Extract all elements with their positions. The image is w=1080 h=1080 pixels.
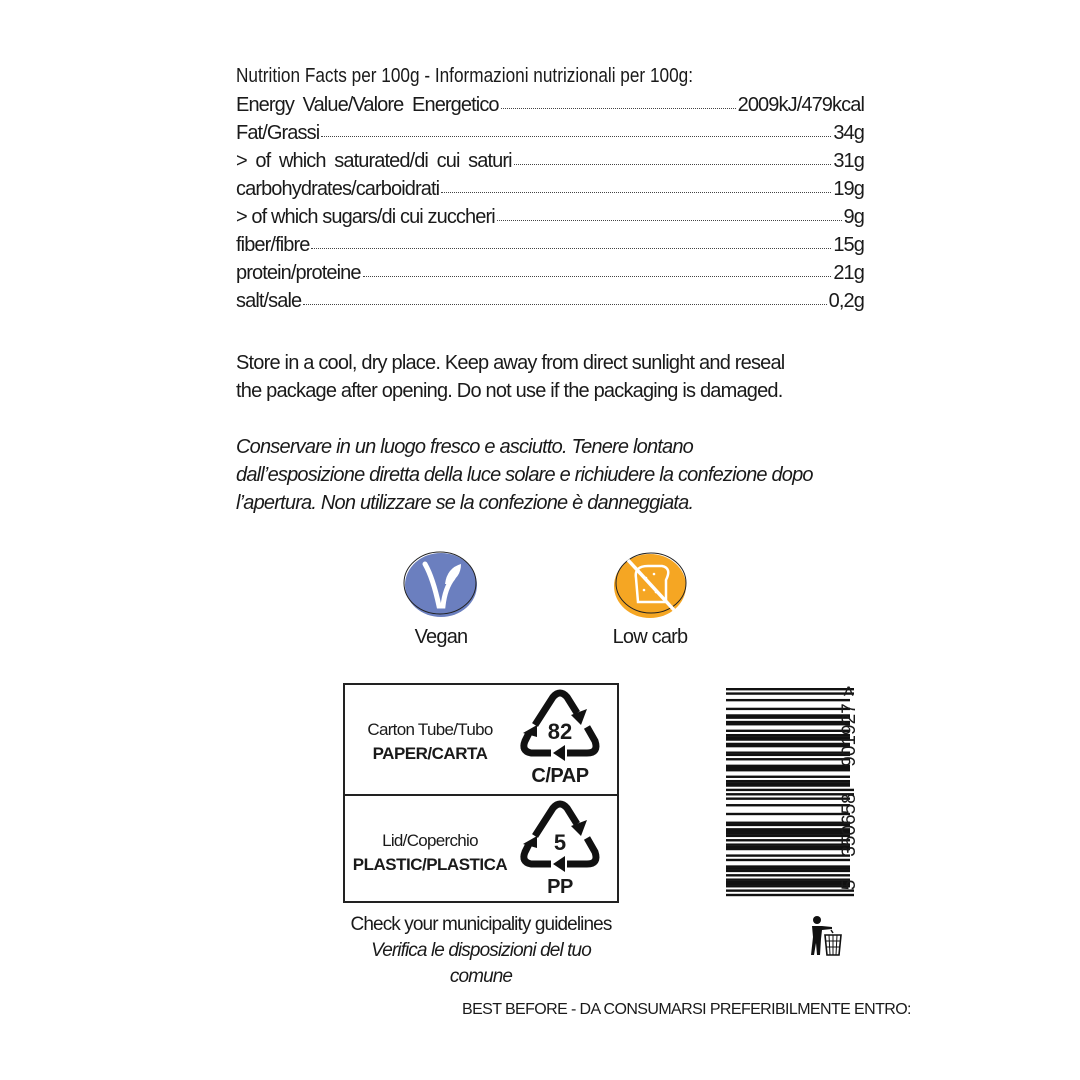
barcode-digit-group: 350658	[839, 793, 860, 857]
nutrition-title-text: Nutrition Facts per 100g - Informazioni nutrizionali per 100g:	[236, 65, 693, 87]
nutrition-value: 31g	[833, 150, 864, 172]
component-label: Lid/Coperchio	[382, 831, 478, 850]
barcode-bar	[726, 776, 850, 778]
leader-dots	[311, 228, 831, 249]
barcode-bar	[726, 822, 850, 824]
barcode-bar	[726, 714, 850, 716]
no-bread-icon	[610, 548, 690, 620]
nutrition-label: Fat/Grassi	[236, 122, 320, 144]
nutrition-value: 2009kJ/479kcal	[737, 94, 864, 116]
barcode-bar	[726, 767, 850, 769]
barcode-bar	[726, 813, 850, 815]
barcode-bar	[726, 751, 850, 753]
leader-dots	[321, 116, 831, 137]
barcode-bar	[726, 699, 850, 701]
barcode-bar	[726, 723, 850, 725]
barcode-bar	[726, 734, 850, 736]
barcode-digit-group: >	[839, 685, 860, 697]
barcode-bar	[726, 839, 850, 841]
barcode-bar	[726, 736, 850, 738]
barcode-bar	[726, 833, 850, 835]
barcode-bar	[726, 870, 850, 872]
barcode-bar	[726, 708, 850, 710]
recycle-number: 82	[547, 719, 573, 744]
barcode-bar	[726, 846, 850, 848]
recycling-row-plastic	[345, 794, 617, 904]
leader-dots	[303, 284, 826, 305]
barcode-bar	[726, 721, 850, 723]
nutrition-row	[236, 230, 864, 258]
vegan-label: Vegan	[414, 626, 468, 648]
barcode-bar	[726, 859, 850, 861]
barcode-digit-group: 5	[839, 879, 860, 891]
nutrition-value: 21g	[833, 262, 864, 284]
nutrition-label: fiber/fibre	[236, 234, 310, 256]
barcode-bar	[726, 868, 850, 870]
component-label: Carton Tube/Tubo	[367, 720, 493, 739]
recycling-symbol	[515, 687, 605, 791]
recycling-info-box	[343, 683, 619, 903]
barcode-bar	[726, 782, 850, 784]
storage-instructions-it: Conservare in un luogo fresco e asciutto. Tenere lontano dall’esposizione diretta della luce solare e richiudere la confezione dopo l’apertura. Non utilizzare se la confezione è danneggiata.	[236, 436, 813, 514]
low-carb-badge	[590, 548, 710, 649]
nutrition-value: 0,2g	[828, 290, 864, 312]
nutrition-label: > of which saturated/di cui saturi	[236, 150, 512, 172]
nutrition-row	[236, 174, 864, 202]
barcode-bar	[726, 878, 850, 880]
barcode-bar	[726, 688, 854, 690]
disposal-note-it: Verifica le disposizioni del tuo comune	[371, 940, 591, 987]
barcode-bar	[726, 765, 850, 767]
nutrition-row	[236, 258, 864, 286]
barcode-bar	[726, 745, 850, 747]
tidyman-trash-icon	[808, 915, 842, 957]
barcode-bar	[726, 758, 850, 760]
low-carb-label: Low carb	[612, 626, 688, 648]
material-label: PLASTIC/PLASTICA	[352, 855, 508, 874]
barcode-bar	[726, 793, 854, 795]
barcode-bar	[726, 830, 850, 832]
barcode-bar	[726, 874, 850, 876]
leader-dots	[441, 172, 831, 193]
nutrition-label: Energy Value/Valore Energetico	[236, 94, 499, 116]
barcode-bar	[726, 889, 854, 891]
nutrition-row	[236, 118, 864, 146]
nutrition-row	[236, 202, 864, 230]
nutrition-table	[236, 62, 864, 314]
vegan-leaf-icon	[401, 548, 481, 620]
nutrition-label: carbohydrates/carboidrati	[236, 178, 440, 200]
barcode-bar	[726, 894, 854, 896]
barcode-bar	[726, 804, 850, 806]
nutrition-row	[236, 90, 864, 118]
barcode-bar	[726, 843, 850, 845]
nutrition-label: salt/sale	[236, 290, 302, 312]
barcode-bar	[726, 828, 850, 830]
barcode-bar	[726, 730, 850, 732]
barcode-bar	[726, 743, 850, 745]
barcode-digit-group: 901927	[839, 703, 860, 767]
nutrition-row	[236, 146, 864, 174]
storage-instructions-en: Store in a cool, dry place. Keep away from direct sunlight and reseal the package after opening. Do not use if the packaging is damaged.	[236, 352, 785, 402]
barcode-bar	[726, 769, 850, 771]
barcode-bar	[726, 692, 854, 694]
leader-dots	[514, 144, 832, 165]
barcode-bar	[726, 784, 850, 786]
leader-dots	[363, 256, 832, 277]
recycling-text	[345, 830, 515, 878]
leader-dots	[501, 88, 736, 109]
barcode-bar	[726, 854, 850, 856]
nutrition-value: 19g	[833, 178, 864, 200]
barcode-bar	[726, 738, 850, 740]
barcode-bar	[726, 881, 850, 883]
recycle-number: 5	[553, 830, 567, 855]
leader-dots	[497, 200, 842, 221]
material-label: PAPER/CARTA	[372, 744, 488, 763]
barcode-bar	[726, 789, 854, 791]
barcode-bar	[726, 797, 850, 799]
recycle-code: C/PAP	[531, 765, 589, 787]
nutrition-value: 15g	[833, 234, 864, 256]
recycling-row-paper	[345, 685, 617, 793]
best-before-label: BEST BEFORE - DA CONSUMARSI PREFERIBILMENTE ENTRO:	[462, 1001, 911, 1018]
barcode-bar	[726, 716, 850, 718]
nutrition-value: 9g	[843, 206, 864, 228]
barcode-bar	[726, 835, 850, 837]
recycling-text	[345, 719, 515, 767]
recycling-symbol	[515, 798, 605, 902]
vegan-badge	[381, 548, 501, 649]
barcode-bar	[726, 865, 850, 867]
nutrition-label: > of which sugars/di cui zuccheri	[236, 206, 495, 228]
barcode-bar	[726, 754, 850, 756]
nutrition-row	[236, 286, 864, 314]
nutrition-value: 34g	[833, 122, 864, 144]
barcode-bar	[726, 883, 850, 885]
barcode-bar	[726, 885, 850, 887]
recycle-code: PP	[547, 876, 573, 898]
barcode-bar	[726, 848, 850, 850]
barcode-digits	[840, 684, 864, 896]
nutrition-title	[236, 62, 864, 90]
nutrition-label: protein/proteine	[236, 262, 361, 284]
barcode-bar	[726, 780, 850, 782]
disposal-note-en: Check your municipality guidelines	[350, 914, 612, 935]
barcode-bar	[726, 824, 850, 826]
